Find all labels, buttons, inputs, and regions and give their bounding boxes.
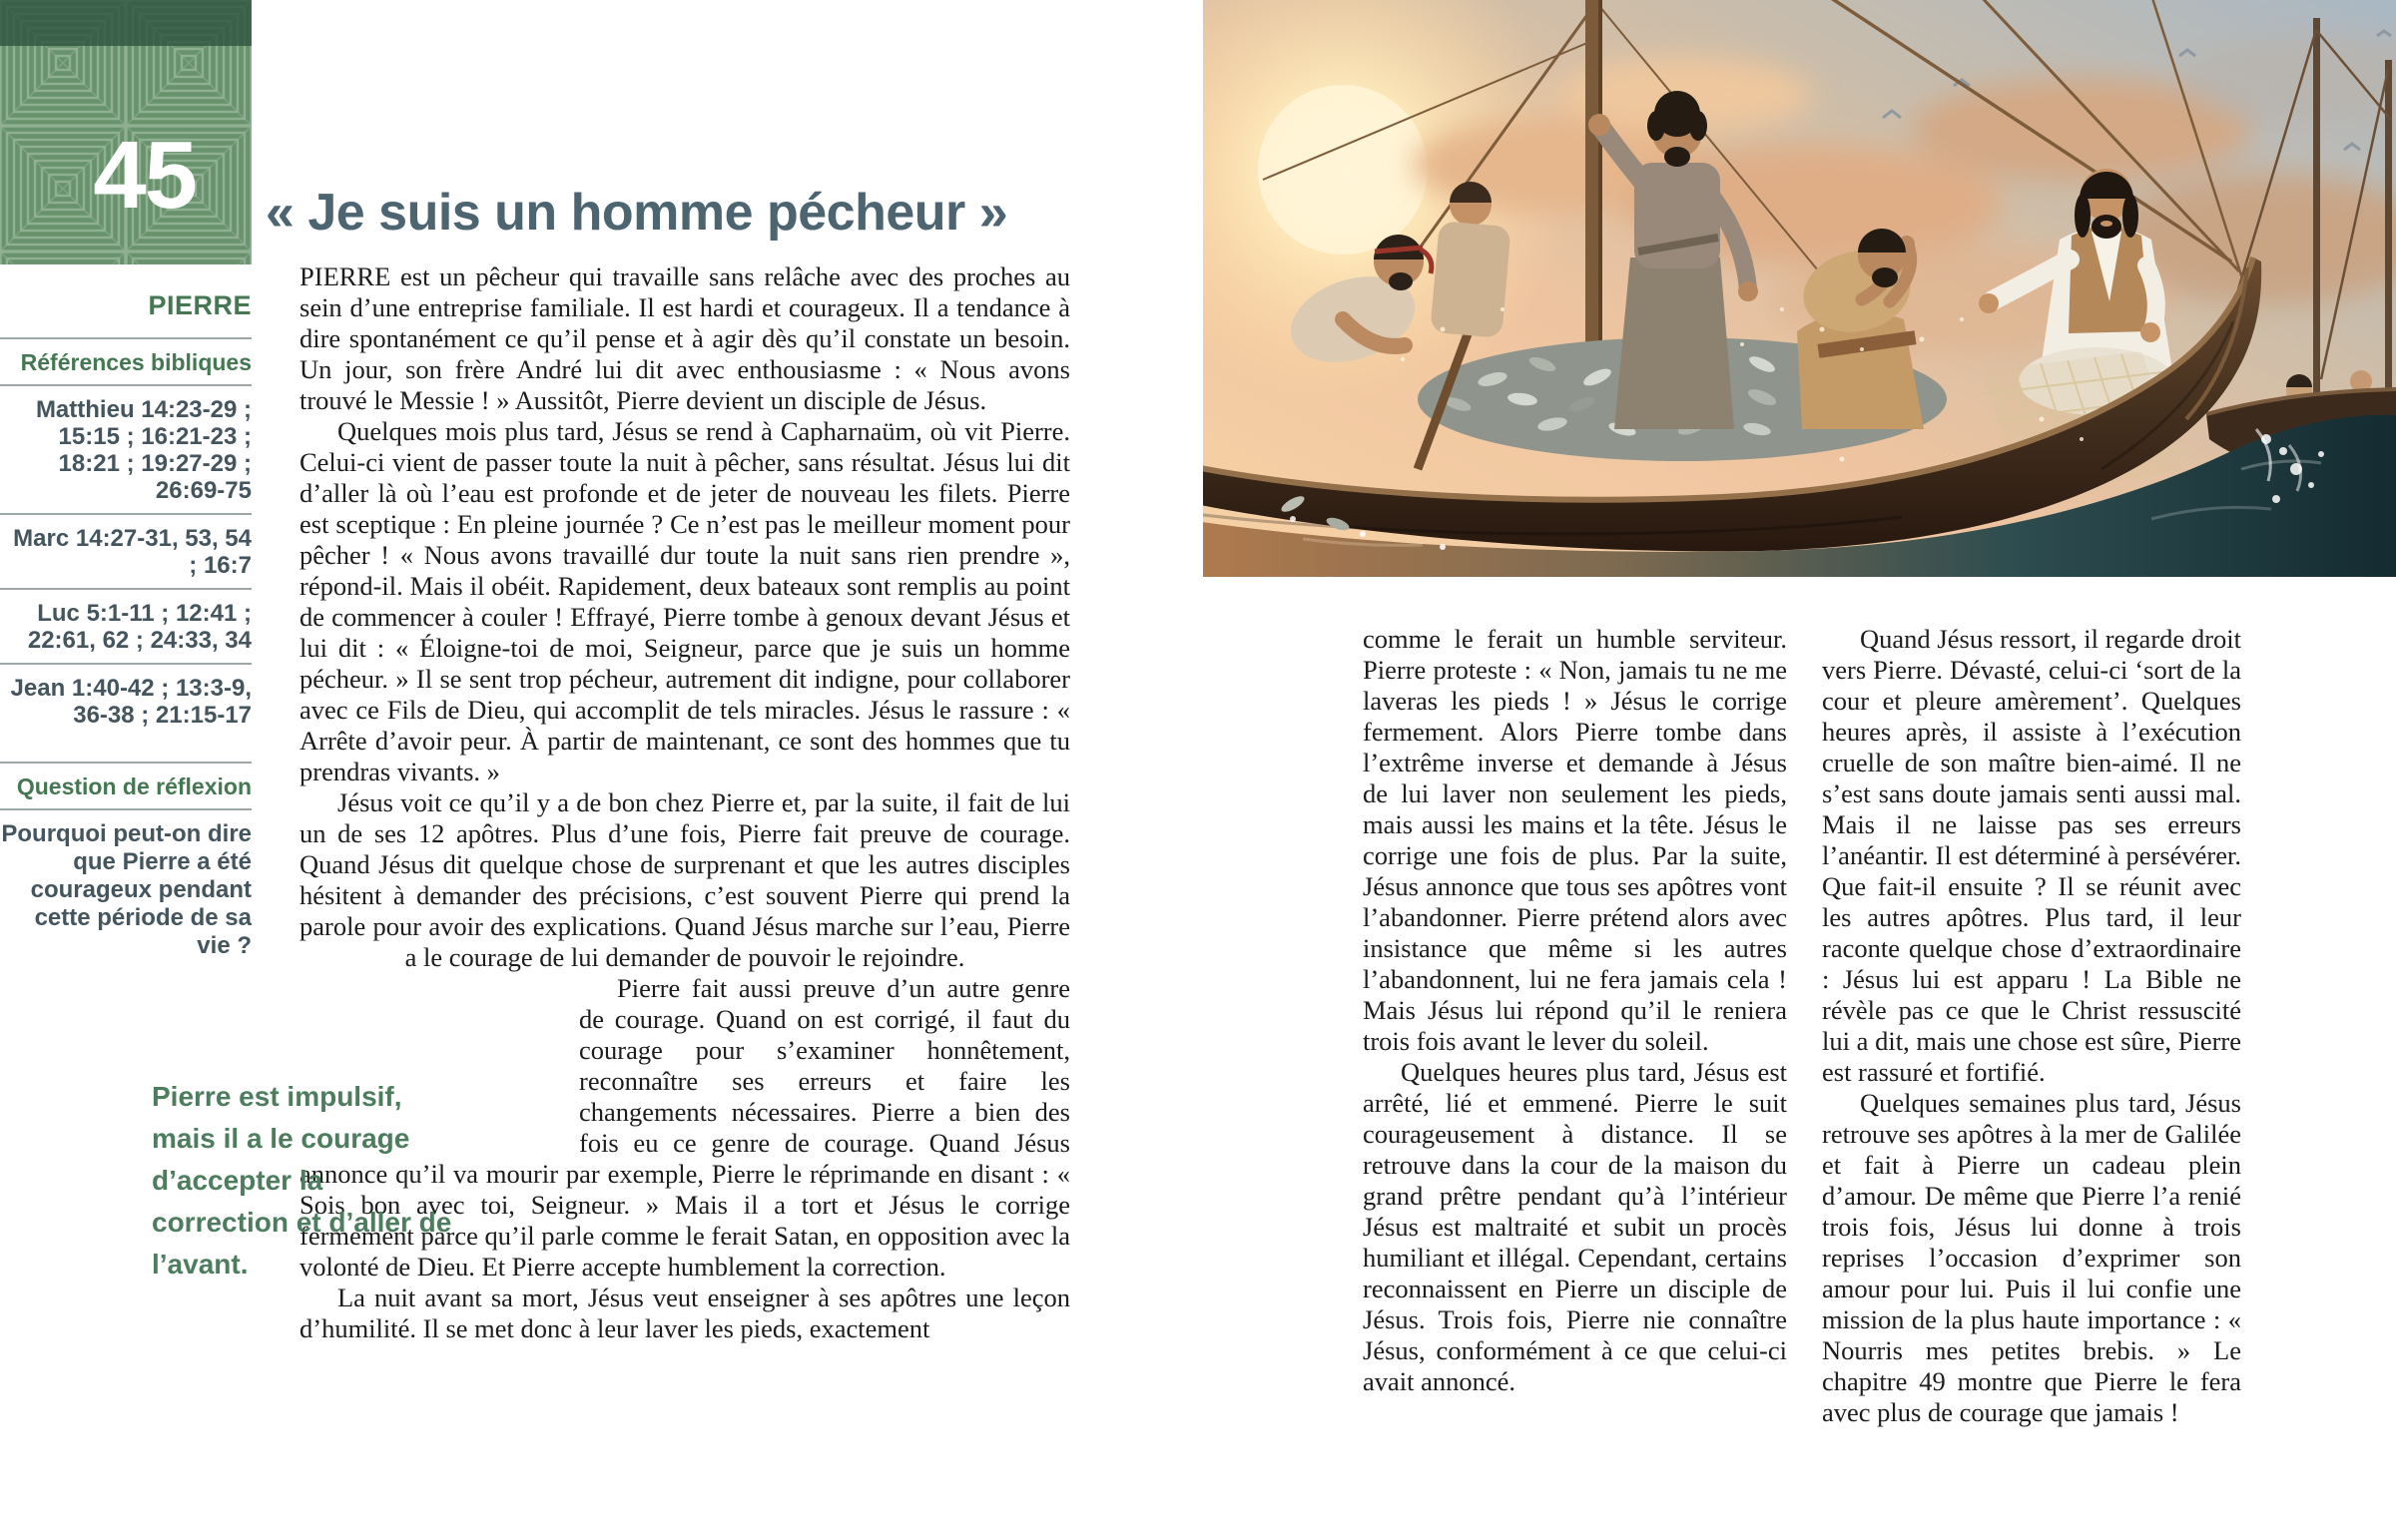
paragraph: Pierre fait aussi preuve d’un autre genre de courage. Quand on est corrigé, il faut du courage pour s’examiner honnêtement, reconnaître ses erreurs et faire les changements nécessaires. Pierre a bien des fois eu ce genre de courage. Quand Jésus annonce qu’il va mourir par exemple, Pierre le réprimande en disant : « Sois bon avec toi, Seigneur. » Mais il a tort et Jésus le corrige fermement parce qu’il parle comme le ferait Satan, en opposition avec la volonté de Dieu. Et Pierre accepte humblement la correction. bbox=[300, 973, 1070, 1282]
middle-text-column bbox=[1363, 624, 1787, 1397]
paragraph: Quelques heures plus tard, Jésus est arrêté, lié et emmené. Pierre le suit courageusement à distance. Il se retrouve dans la cour de la maison du grand prêtre pendant qu’à l’intérieur Jésus est maltraité et subit un procès humiliant et illégal. Cependant, certains reconnaissent en Pierre un disciple de Jésus. Trois fois, Pierre nie connaître Jésus, conformément à ce que celui-ci avait annoncé. bbox=[1363, 1057, 1787, 1396]
chapter-block bbox=[0, 0, 252, 264]
bible-reference-mark: Marc 14:27-31, 53, 54 ; 16:7 bbox=[13, 525, 252, 579]
right-text-column bbox=[1822, 624, 2241, 1428]
bible-reference-luke: Luc 5:1-11 ; 12:41 ; 22:61, 62 ; 24:33, 34 bbox=[27, 600, 252, 654]
sidebar bbox=[0, 264, 252, 970]
spacer bbox=[0, 738, 252, 762]
paragraph: comme le ferait un humble serviteur. Pierre proteste : « Non, jamais tu ne me laveras les pieds ! » Jésus le corrige fermement. Alors Pierre tombe dans l’extrême inverse et demande à Jésus de lui laver non seulement les pieds, mais aussi les mains et la tête. Jésus le corrige une fois de plus. Par la suite, Jésus annonce que tous ses apôtres vont l’abandonner. Pierre prétend alors avec insistance que même si les autres l’abandonnent, lui ne fera jamais cela ! Mais Jésus lui répond qu’il le reniera trois fois avant le lever du soleil. bbox=[1363, 624, 1787, 1056]
fishing-boat-art bbox=[1203, 0, 2396, 577]
bible-reference-john: Jean 1:40-42 ; 13:3-9, 36-38 ; 21:15-17 bbox=[10, 675, 252, 729]
bible-references-heading: Références bibliques bbox=[20, 349, 252, 375]
fishing-scene-illustration bbox=[1203, 0, 2396, 577]
paragraph: Quelques semaines plus tard, Jésus retrouve ses apôtres à la mer de Galilée et fait à Pierre un cadeau plein d’amour. De même que Pierre l’a renié trois fois, Jésus lui donne à trois reprises l’occasion d’exprimer son amour pour lui. Puis il lui confie une mission de la plus haute importance : « Nourris mes petites brebis. » Le chapitre 49 montre que Pierre le fera avec plus de courage que jamais ! bbox=[1822, 1088, 2241, 1427]
bible-reference-matthew: Matthieu 14:23-29 ; 15:15 ; 16:21-23 ; 18:21 ; 19:27-29 ; 26:69-75 bbox=[35, 396, 252, 504]
paragraph: PIERRE est un pêcheur qui travaille sans relâche avec des proches au sein d’une entreprise familiale. Il est hardi et courageux. Il a tendance à dire spontanément ce qu’il pense et à agir dès qu’il constate un besoin. Un jour, son frère André lui dit avec enthousiasme : « Nous avons trouvé le Messie ! » Aussitôt, Pierre devient un disciple de Jésus. bbox=[300, 261, 1070, 415]
reflection-question-text: Pourquoi peut-on dire que Pierre a été courageux pendant cette période de sa vie ? bbox=[1, 820, 252, 959]
reflection-question-heading: Question de réflexion bbox=[16, 773, 252, 799]
paragraph: Quand Jésus ressort, il regarde droit vers Pierre. Dévasté, celui-ci ‘sort de la cour et pleure amèrement’. Quelques heures après, il assiste à l’exécution cruelle de son maître bien-aimé. Il ne s’est sans doute jamais senti aussi mal. Mais il ne laisse pas ses erreurs l’anéantir. Il est déterminé à persévérer. Que fait-il ensuite ? Il se réunit avec les autres apôtres. Plus tard, il leur raconte quelque chose d’extraordinaire : Jésus lui est apparu ! La Bible ne révèle pas ce que le Christ ressuscité lui a dit, mais une chose est sûre, Pierre est rassuré et fortifié. bbox=[1822, 624, 2241, 1087]
person-name-label: PIERRE bbox=[148, 290, 252, 320]
paragraph: Jésus voit ce qu’il y a de bon chez Pierre et, par la suite, il fait de lui un de ses 12 apôtres. Plus d’une fois, Pierre fait preuve de courage. Quand Jésus dit quelque chose de surprenant et que les autres disciples hésitent à demander des précisions, c’est souvent Pierre qui prend la parole pour avoir des explications. Quand Jésus marche sur l’eau, Pierre a le courage de lui demander de pouvoir le rejoindre. bbox=[300, 787, 1070, 972]
page-title: « Je suis un homme pécheur » bbox=[266, 183, 1008, 242]
chapter-number: 45 bbox=[93, 122, 196, 229]
paragraph: Quelques mois plus tard, Jésus se rend à Capharnaüm, où vit Pierre. Celui-ci vient de passer toute la nuit à pêcher, sans résultat. Jésus lui dit d’aller là où l’eau est profonde et de jeter de nouveau les filets. Pierre est sceptique : En pleine journée ? Ce n’est pas le meilleur moment pour pêcher ! « Nous avons travaillé dur toute la nuit sans rien prendre », répond-il. Mais il obéit. Rapidement, deux bateaux sont remplis au point de commencer à couler ! Effrayé, Pierre tombe à genoux devant Jésus et lui dit : « Éloigne-toi de moi, Seigneur, parce que je suis un homme pécheur. » Il se sent trop pécheur, autrement dit indigne, pour collaborer avec ce Fils de Dieu, qui accomplit de tels miracles. Jésus le rassure : « Arrête d’avoir peur. À partir de maintenant, ce sont des hommes que tu prendras vivants. » bbox=[300, 416, 1070, 786]
paragraph: La nuit avant sa mort, Jésus veut enseigner à ses apôtres une leçon d’humilité. Il se met donc à leur laver les pieds, exactement bbox=[300, 1283, 1070, 1343]
pull-quote: Pierre est impulsif, mais il a le courage d’accepter la correction et d’aller de l’avant. bbox=[152, 1081, 452, 1280]
